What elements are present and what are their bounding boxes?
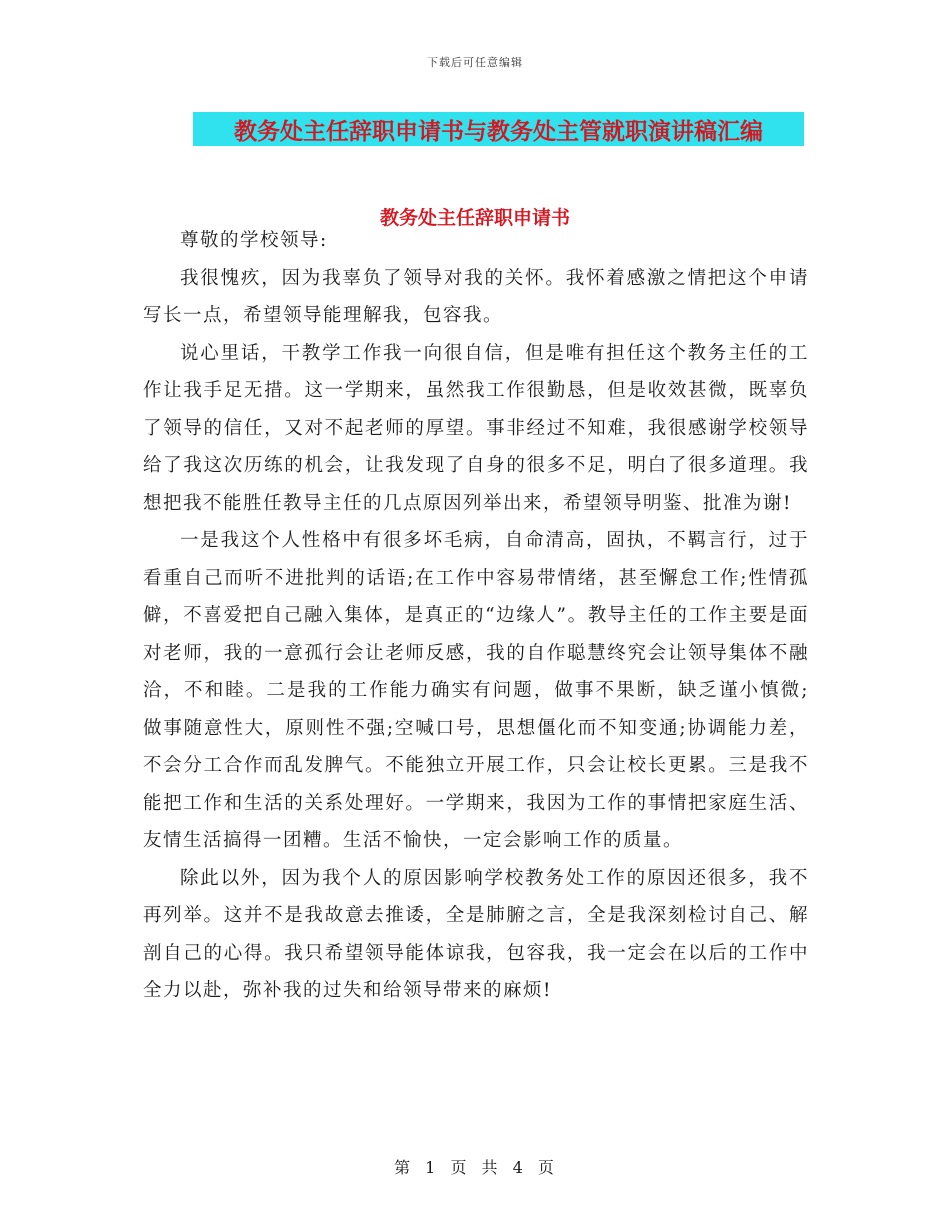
letter-body	[143, 222, 809, 1010]
salutation: 尊敬的学校领导:	[180, 230, 328, 251]
document-title: 教务处主任辞职申请书与教务处主管就职演讲稿汇编	[234, 118, 763, 145]
document-title-highlight	[193, 112, 804, 146]
header-note: 下载后可任意编辑	[427, 56, 523, 69]
paragraph-4: 除此以外，因为我个人的原因影响学校教务处工作的原因还很多，我不再列举。这并不是我故意去推诿，全是肺腑之言，全是我深刻检讨自己、解剖自己的心得。我只希望领导能体谅我，包容我，我一定会在以后的工作中全力以赴，弥补我的过失和给领导带来的麻烦!	[143, 867, 809, 1001]
section-title: 教务处主任辞职申请书	[379, 207, 570, 229]
page-footer: 第 1 页 共 4 页	[394, 1158, 556, 1177]
paragraph-2: 说心里话，干教学工作我一向很自信，但是唯有担任这个教务主任的工作让我手足无措。这一学期来，虽然我工作很勤恳，但是收效甚微，既辜负了领导的信任，又对不起老师的厚望。事非经过不知难，我很感谢学校领导给了我这次历练的机会，让我发现了自身的很多不足，明白了很多道理。我想把我不能胜任教导主任的几点原因列举出来，希望领导明鉴、批准为谢!	[143, 342, 809, 514]
paragraph-3: 一是我这个人性格中有很多坏毛病，自命清高，固执，不羁言行，过于看重自己而听不进批判的话语;在工作中容易带情绪，甚至懈怠工作;性情孤僻，不喜爱把自己融入集体，是真正的“边缘人”。教导主任的工作主要是面对老师，我的一意孤行会让老师反感，我的自作聪慧终究会让领导集体不融洽，不和睦。二是我的工作能力确实有问题，做事不果断，缺乏谨小慎微;做事随意性大，原则性不强;空喊口号，思想僵化而不知变通;协调能力差，不会分工合作而乱发脾气。不能独立开展工作，只会让校长更累。三是我不能把工作和生活的关系处理好。一学期来，我因为工作的事情把家庭生活、友情生活搞得一团糟。生活不愉快，一定会影响工作的质量。	[143, 530, 809, 851]
paragraph-1: 我很愧疚，因为我辜负了领导对我的关怀。我怀着感激之情把这个申请写长一点，希望领导能理解我，包容我。	[143, 267, 809, 326]
